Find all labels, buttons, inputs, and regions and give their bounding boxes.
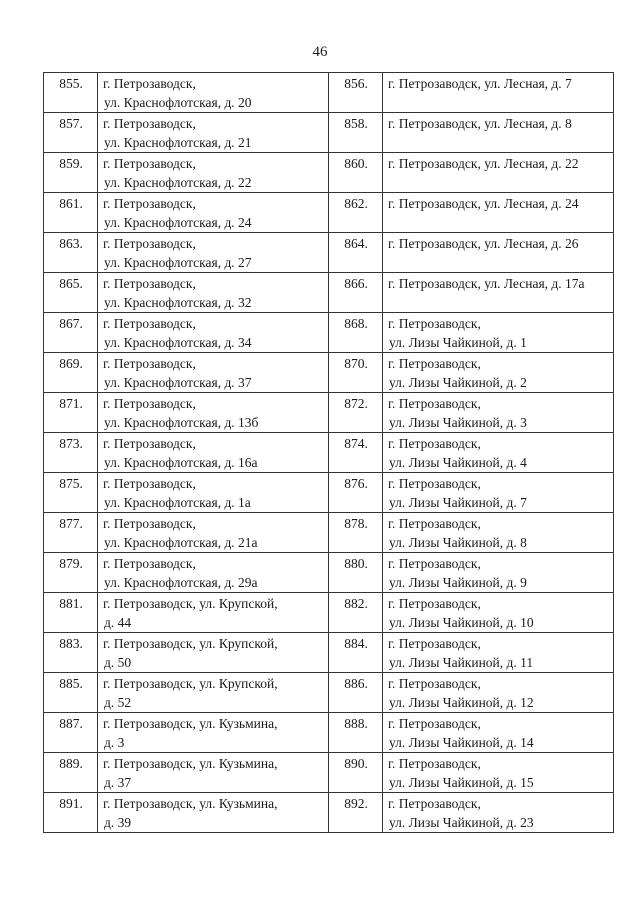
address-line: г. Петрозаводск,	[388, 596, 481, 611]
entry-address	[383, 353, 614, 393]
entry-number: 862.	[329, 193, 383, 233]
entry-number: 869.	[44, 353, 98, 393]
address-line: г. Петрозаводск,	[103, 76, 196, 91]
address-line: г. Петрозаводск,	[103, 556, 196, 571]
entry-number: 880.	[329, 553, 383, 593]
address-line: г. Петрозаводск,	[388, 476, 481, 491]
entry-address	[98, 753, 329, 793]
address-line: ул. Краснофлотская, д. 24	[104, 215, 252, 230]
entry-number: 875.	[44, 473, 98, 513]
page-number: 46	[312, 44, 328, 60]
address-line: ул. Краснофлотская, д. 29а	[104, 575, 258, 590]
entry-address	[383, 433, 614, 473]
table-row	[44, 193, 614, 233]
entry-number: 876.	[329, 473, 383, 513]
entry-address	[98, 553, 329, 593]
entry-address	[383, 633, 614, 673]
address-line: г. Петрозаводск,	[103, 516, 196, 531]
address-line: ул. Лизы Чайкиной, д. 1	[389, 335, 527, 350]
table-row	[44, 313, 614, 353]
entry-address	[98, 713, 329, 753]
entry-number: 877.	[44, 513, 98, 553]
table-row	[44, 473, 614, 513]
address-line: г. Петрозаводск,	[103, 316, 196, 331]
address-line: г. Петрозаводск,	[103, 396, 196, 411]
address-line: г. Петрозаводск,	[103, 236, 196, 251]
entry-address	[98, 793, 329, 833]
address-line: д. 39	[104, 815, 132, 830]
table-row	[44, 713, 614, 753]
entry-number: 888.	[329, 713, 383, 753]
entry-number: 855.	[44, 73, 98, 113]
entry-number: 885.	[44, 673, 98, 713]
entry-address	[98, 233, 329, 273]
entry-address	[383, 473, 614, 513]
address-line: г. Петрозаводск, ул. Крупской,	[103, 636, 278, 651]
entry-number: 878.	[329, 513, 383, 553]
address-line: г. Петрозаводск,	[103, 196, 196, 211]
address-line: г. Петрозаводск,	[103, 436, 196, 451]
entry-number: 882.	[329, 593, 383, 633]
address-line: ул. Краснофлотская, д. 27	[104, 255, 252, 270]
table-row	[44, 553, 614, 593]
address-line: г. Петрозаводск, ул. Лесная, д. 7	[388, 76, 572, 91]
entry-address	[383, 233, 614, 273]
address-line: ул. Лизы Чайкиной, д. 15	[389, 775, 534, 790]
address-line: г. Петрозаводск, ул. Лесная, д. 8	[388, 116, 572, 131]
address-line: г. Петрозаводск,	[388, 636, 481, 651]
table-row	[44, 673, 614, 713]
entry-address	[98, 433, 329, 473]
entry-number: 892.	[329, 793, 383, 833]
address-line: г. Петрозаводск, ул. Кузьмина,	[103, 756, 278, 771]
entry-address	[383, 193, 614, 233]
entry-address	[98, 673, 329, 713]
table-row	[44, 433, 614, 473]
entry-address	[383, 273, 614, 313]
entry-address	[98, 153, 329, 193]
entry-address	[383, 113, 614, 153]
address-line: г. Петрозаводск,	[388, 756, 481, 771]
entry-number: 871.	[44, 393, 98, 433]
entry-number: 890.	[329, 753, 383, 793]
entry-address	[383, 73, 614, 113]
address-line: г. Петрозаводск,	[103, 276, 196, 291]
entry-address	[383, 153, 614, 193]
entry-address	[383, 393, 614, 433]
address-line: ул. Лизы Чайкиной, д. 10	[389, 615, 534, 630]
entry-number: 860.	[329, 153, 383, 193]
address-line: г. Петрозаводск, ул. Кузьмина,	[103, 796, 278, 811]
address-table-body	[44, 73, 614, 833]
address-line: г. Петрозаводск,	[388, 676, 481, 691]
table-row	[44, 73, 614, 113]
address-line: д. 3	[104, 735, 125, 750]
entry-number: 887.	[44, 713, 98, 753]
entry-address	[383, 553, 614, 593]
entry-address	[98, 73, 329, 113]
table-row	[44, 753, 614, 793]
address-line: ул. Краснофлотская, д. 37	[104, 375, 252, 390]
entry-address	[98, 633, 329, 673]
entry-address	[383, 313, 614, 353]
address-line: г. Петрозаводск, ул. Крупской,	[103, 676, 278, 691]
entry-number: 861.	[44, 193, 98, 233]
address-line: г. Петрозаводск,	[103, 156, 196, 171]
table-row	[44, 233, 614, 273]
entry-address	[98, 473, 329, 513]
table-row	[44, 113, 614, 153]
entry-number: 859.	[44, 153, 98, 193]
address-line: ул. Краснофлотская, д. 16а	[104, 455, 258, 470]
address-line: г. Петрозаводск,	[388, 356, 481, 371]
table-row	[44, 393, 614, 433]
entry-number: 886.	[329, 673, 383, 713]
address-line: ул. Лизы Чайкиной, д. 12	[389, 695, 534, 710]
entry-number: 865.	[44, 273, 98, 313]
entry-number: 856.	[329, 73, 383, 113]
address-line: г. Петрозаводск,	[103, 356, 196, 371]
address-line: г. Петрозаводск,	[103, 476, 196, 491]
entry-number: 863.	[44, 233, 98, 273]
address-line: ул. Лизы Чайкиной, д. 2	[389, 375, 527, 390]
address-line: г. Петрозаводск,	[388, 316, 481, 331]
entry-number: 867.	[44, 313, 98, 353]
address-table	[43, 72, 614, 833]
address-line: г. Петрозаводск,	[388, 516, 481, 531]
address-line: ул. Лизы Чайкиной, д. 9	[389, 575, 527, 590]
entry-number: 874.	[329, 433, 383, 473]
address-line: г. Петрозаводск, ул. Кузьмина,	[103, 716, 278, 731]
address-line: ул. Лизы Чайкиной, д. 8	[389, 535, 527, 550]
entry-number: 858.	[329, 113, 383, 153]
entry-number: 891.	[44, 793, 98, 833]
entry-address	[98, 593, 329, 633]
address-line: д. 44	[104, 615, 132, 630]
address-line: ул. Краснофлотская, д. 1а	[104, 495, 251, 510]
table-row	[44, 153, 614, 193]
address-line: г. Петрозаводск,	[388, 796, 481, 811]
address-line: г. Петрозаводск,	[388, 436, 481, 451]
entry-address	[383, 673, 614, 713]
entry-number: 879.	[44, 553, 98, 593]
address-line: г. Петрозаводск, ул. Лесная, д. 17а	[388, 276, 585, 291]
table-row	[44, 633, 614, 673]
entry-number: 881.	[44, 593, 98, 633]
entry-address	[383, 593, 614, 633]
entry-address	[383, 513, 614, 553]
entry-address	[98, 353, 329, 393]
entry-number: 866.	[329, 273, 383, 313]
address-line: ул. Краснофлотская, д. 13б	[104, 415, 259, 430]
address-line: д. 37	[104, 775, 132, 790]
address-line: ул. Лизы Чайкиной, д. 14	[389, 735, 534, 750]
entry-address	[383, 713, 614, 753]
address-line: г. Петрозаводск, ул. Крупской,	[103, 596, 278, 611]
address-line: ул. Лизы Чайкиной, д. 4	[389, 455, 527, 470]
table-row	[44, 353, 614, 393]
entry-number: 864.	[329, 233, 383, 273]
address-line: ул. Краснофлотская, д. 34	[104, 335, 252, 350]
address-line: ул. Краснофлотская, д. 21	[104, 135, 252, 150]
entry-address	[98, 113, 329, 153]
entry-number: 868.	[329, 313, 383, 353]
address-line: г. Петрозаводск, ул. Лесная, д. 22	[388, 156, 579, 171]
address-line: г. Петрозаводск, ул. Лесная, д. 26	[388, 236, 579, 251]
entry-number: 870.	[329, 353, 383, 393]
address-line: ул. Лизы Чайкиной, д. 7	[389, 495, 527, 510]
entry-address	[98, 313, 329, 353]
address-line: ул. Краснофлотская, д. 21а	[104, 535, 258, 550]
address-line: ул. Краснофлотская, д. 20	[104, 95, 252, 110]
table-row	[44, 593, 614, 633]
entry-number: 883.	[44, 633, 98, 673]
address-line: г. Петрозаводск,	[388, 716, 481, 731]
entry-address	[98, 393, 329, 433]
entry-number: 872.	[329, 393, 383, 433]
address-line: ул. Лизы Чайкиной, д. 11	[389, 655, 534, 670]
entry-number: 889.	[44, 753, 98, 793]
address-line: г. Петрозаводск, ул. Лесная, д. 24	[388, 196, 579, 211]
address-line: г. Петрозаводск,	[388, 396, 481, 411]
entry-number: 873.	[44, 433, 98, 473]
table-row	[44, 513, 614, 553]
address-line: ул. Лизы Чайкиной, д. 23	[389, 815, 534, 830]
entry-number: 857.	[44, 113, 98, 153]
entry-address	[98, 513, 329, 553]
entry-address	[383, 753, 614, 793]
address-line: г. Петрозаводск,	[388, 556, 481, 571]
table-row	[44, 273, 614, 313]
entry-number: 884.	[329, 633, 383, 673]
address-line: д. 52	[104, 695, 132, 710]
entry-address	[98, 193, 329, 233]
entry-address	[383, 793, 614, 833]
address-line: ул. Лизы Чайкиной, д. 3	[389, 415, 527, 430]
address-line: ул. Краснофлотская, д. 22	[104, 175, 252, 190]
entry-address	[98, 273, 329, 313]
address-line: ул. Краснофлотская, д. 32	[104, 295, 252, 310]
address-line: г. Петрозаводск,	[103, 116, 196, 131]
address-line: д. 50	[104, 655, 132, 670]
table-row	[44, 793, 614, 833]
